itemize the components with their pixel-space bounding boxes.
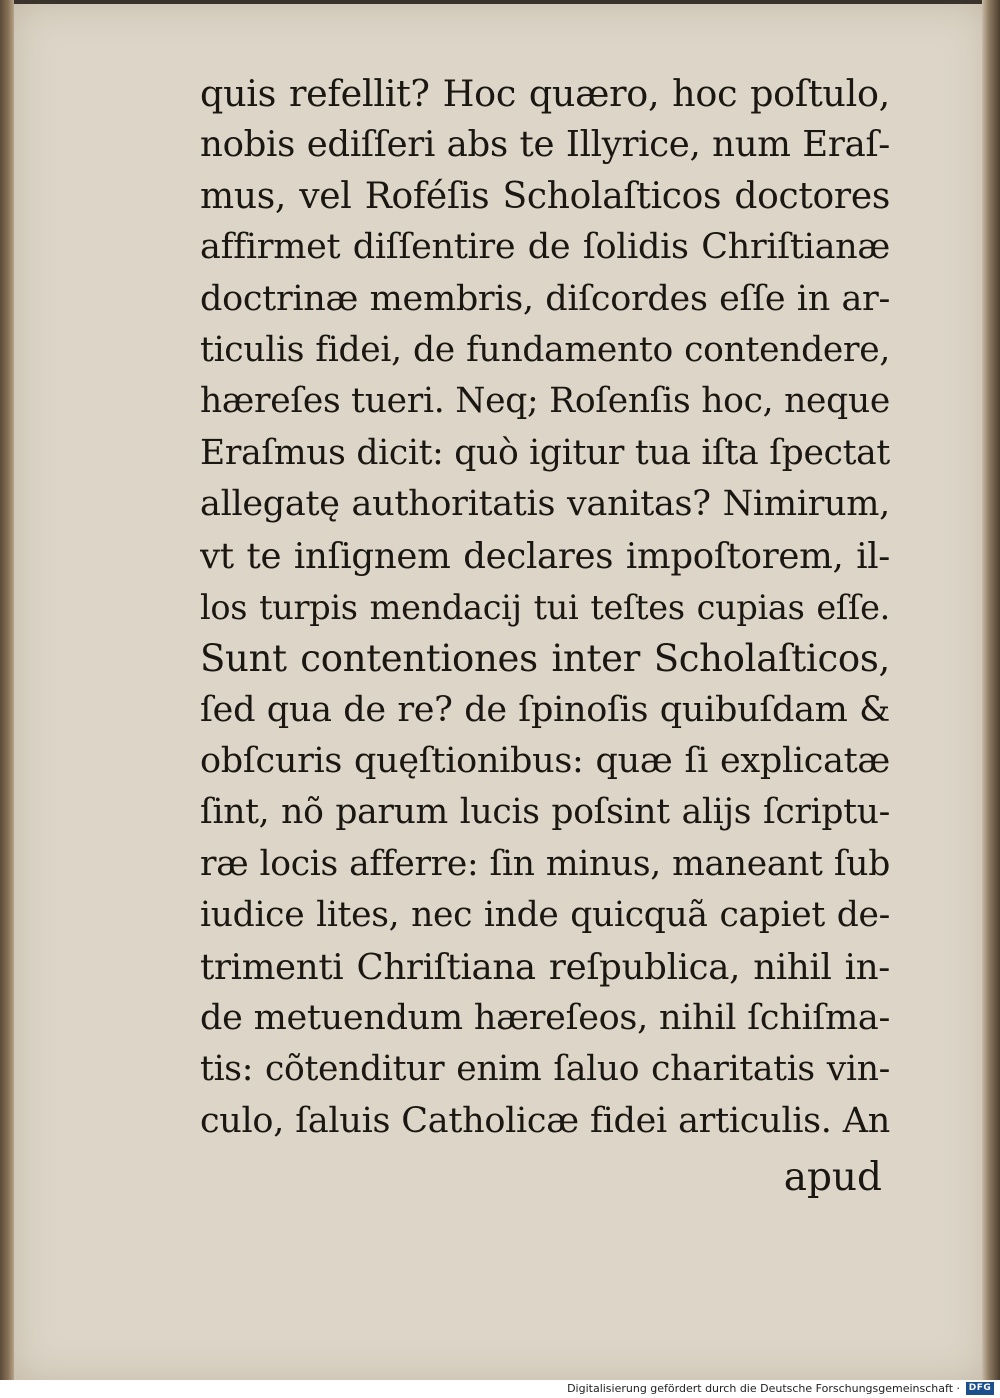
text-line: Eraſmus dicit: quò igitur tua iſta ſpectat: [200, 432, 890, 473]
text-line: trimenti Chriſtiana reſpublica, nihil in-: [200, 946, 890, 988]
text-line: Sunt contentiones inter Scholaſticos,: [200, 637, 890, 681]
text-line: quis refellit? Hoc quæro, hoc poſtulo,: [200, 72, 890, 115]
catchword: apud: [783, 1155, 882, 1200]
text-line: los turpis mendacij tui teſtes cupias eſſe.: [200, 587, 890, 627]
text-line: doctrinæ membris, diſcordes eſſe in ar-: [200, 278, 890, 319]
text-line: vt te inſignem declares impoſtorem, il-: [200, 535, 890, 577]
page-text-block: [200, 68, 890, 1147]
text-line: ticulis fidei, de fundamento contendere,: [200, 329, 890, 370]
text-line: allegatę authoritatis vanitas? Nimirum,: [200, 484, 890, 525]
text-line: iudice lites, nec inde quicquã capiet de-: [200, 895, 890, 936]
text-line: ræ locis afferre: ſin minus, maneant ſub: [200, 843, 890, 884]
footer-credit: Digitalisierung gefördert durch die Deutsche Forschungsgemeinschaft ·: [567, 1382, 960, 1395]
text-line: ſint, nõ parum lucis poſsint alijs ſcriptu-: [200, 792, 890, 833]
text-line: obſcuris quęſtionibus: quæ ſi explicatæ: [200, 741, 890, 782]
text-line: nobis ediſſeri abs te Illyrice, num Eraſ-: [200, 124, 890, 166]
text-line: ſed qua de re? de ſpinoſis quibuſdam &: [200, 689, 890, 730]
book-spine-edge: [0, 0, 14, 1398]
text-line: culo, ſaluis Catholicæ fidei articulis. An: [200, 1100, 890, 1141]
dfg-logo: DFG: [966, 1382, 994, 1395]
book-fore-edge: [982, 0, 1000, 1398]
digitization-footer: [0, 1380, 1000, 1398]
text-line: hæreſes tueri. Neq; Roſenſis hoc, neque: [200, 381, 890, 422]
text-line: affirmet diſſentire de ſolidis Chriſtianæ: [200, 227, 890, 268]
text-line: tis: cõtenditur enim ſaluo charitatis vin-: [200, 1049, 890, 1090]
text-line: mus, vel Roféſis Scholaſticos doctores: [200, 175, 890, 217]
text-line: de metuendum hæreſeos, nihil ſchiſma-: [200, 998, 890, 1039]
